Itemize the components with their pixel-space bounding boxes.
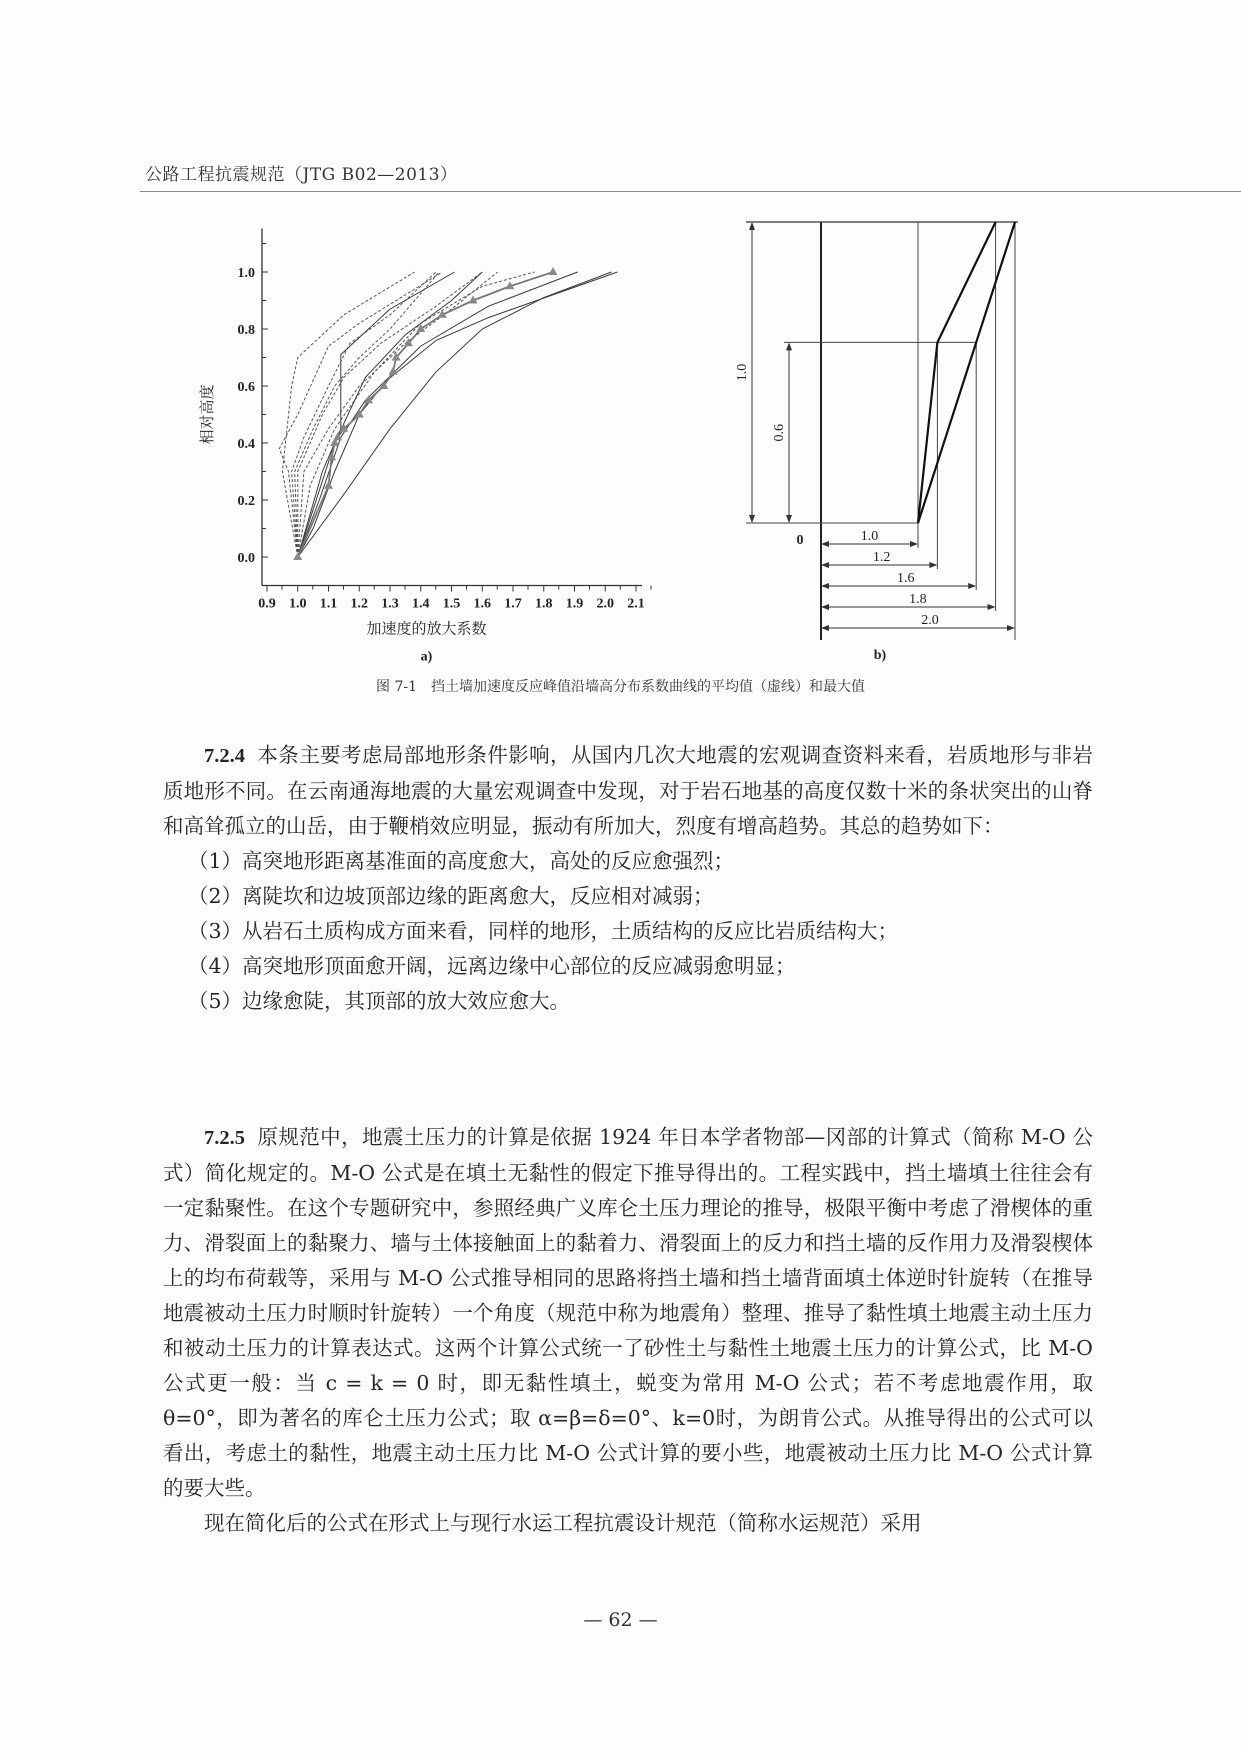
- arrowhead: [821, 604, 829, 610]
- series-line-max-1: [298, 272, 455, 557]
- arrowhead: [749, 222, 755, 230]
- panel-a-label: a): [420, 649, 433, 665]
- arrowhead: [786, 515, 792, 523]
- y-tick-label: 0.8: [237, 323, 255, 338]
- width-label: 1.8: [909, 592, 927, 607]
- width-label: 1.6: [897, 571, 915, 586]
- diagram-b: [735, 222, 1018, 663]
- panel-b-label: b): [873, 648, 887, 663]
- arrowhead: [1007, 625, 1015, 631]
- arrowhead: [821, 562, 829, 568]
- triangle-marker: [548, 267, 557, 275]
- x-tick-label: 2.0: [596, 596, 614, 612]
- y-tick-label: 0.4: [237, 437, 255, 452]
- list-item: （4）高突地形顶面愈开阔，远离边缘中心部位的反应减弱愈明显；: [188, 954, 796, 978]
- y-tick-label: 0.2: [237, 494, 255, 509]
- series-line-mean-7: [298, 272, 535, 557]
- section-number: 7.2.5: [204, 1127, 245, 1149]
- x-tick-label: 1.5: [442, 596, 461, 612]
- running-header: 公路工程抗震规范（JTG B02—2013）: [145, 165, 458, 185]
- x-tick-label: 2.1: [627, 596, 645, 612]
- paragraph: 本条主要考虑局部地形条件影响，从国内几次大地震的宏观调查资料来看，岩质地形与非岩质地形不同。在云南通海地震的大量宏观调查中发现，对于岩石地基的高度仅数十米的条状突出的山脊和高耸孤立的山岳，由于鞭梢效应明显，振动有所加大，烈度有增高趋势。其总的趋势如下：: [163, 743, 1093, 838]
- series-line-max-3: [298, 272, 578, 557]
- figure-caption: 图 7-1 挡土墙加速度反应峰值沿墙高分布系数曲线的平均值（虚线）和最大值: [376, 679, 865, 695]
- series-line-max-4: [298, 272, 618, 557]
- x-tick-label: 0.9: [258, 596, 276, 612]
- section-7-2-4: [163, 738, 1093, 1019]
- arrowhead: [821, 541, 829, 547]
- arrowhead: [929, 562, 937, 568]
- figure-7-1: [0, 0, 1241, 700]
- arrowhead: [749, 515, 755, 523]
- series-line-mean-6: [298, 272, 498, 557]
- y-axis-label: 相对高度: [200, 384, 216, 445]
- x-tick-label: 1.4: [412, 596, 430, 612]
- profile-profile-1: [918, 222, 996, 523]
- y-tick-label: 1.0: [237, 266, 255, 281]
- x-tick-label: 1.8: [535, 596, 553, 612]
- x-tick-label: 1.2: [350, 596, 368, 612]
- origin-label: 0: [796, 533, 804, 548]
- y-tick-label: 0.6: [237, 380, 255, 395]
- x-tick-label: 1.6: [473, 596, 491, 612]
- list-item: （3）从岩石土质构成方面来看，同样的地形，土质结构的反应比岩质结构大；: [188, 919, 899, 943]
- list-item: （1）高突地形距离基准面的高度愈大，高处的反应愈强烈；: [188, 849, 735, 873]
- width-label: 2.0: [921, 613, 939, 628]
- arrowhead: [968, 583, 976, 589]
- x-tick-label: 1.9: [565, 596, 584, 612]
- paragraph: 现在简化后的公式在形式上与现行水运工程抗震设计规范（简称水运规范）采用: [204, 1511, 922, 1535]
- paragraph: 原规范中，地震土压力的计算是依据 1924 年日本学者物部—冈部的计算式（简称 M-O 公式）简化规定的。M-O 公式是在填土无黏性的假定下推导得出的。工程实践中，挡土墙填土往往会有一定黏聚性。在这个专题研究中，参照经典广义库仑土压力理论的推导，极限平衡中考虑了滑楔体的重力、滑裂面上的黏聚力、墙与土体接触面上的黏着力、滑裂面上的反力和挡土墙的反作用力及滑裂楔体上的均布荷载等，采用与 M-O 公式推导相同的思路将挡土墙和挡土墙背面填土体逆时针旋转（在推导地震被动土压力时顺时针旋转）一个角度（规范中称为地震角）整理、推导了黏性填土地震主动土压力和被动土压力的计算表达式。这两个计算公式统一了砂性土与黏性土地震土压力的计算公式，比 M-O 公式更一般：当 c = k = 0 时，即无黏性填土，蜕变为常用 M-O 公式；若不考虑地震作用，取 θ=0°，即为著名的库仑土压力公式；取 α=β=δ=0°、k=0时，为朗肯公式。从推导得出的公式可以看出，考虑土的黏性，地震主动土压力比 M-O 公式计算的要小些，地震被动土压力比 M-O 公式计算的要大些。: [163, 1125, 1093, 1500]
- x-axis-label: 加速度的放大系数: [366, 621, 487, 638]
- arrowhead: [821, 583, 829, 589]
- profile-profile-2: [918, 222, 1015, 523]
- series-line-max-triangle: [298, 272, 553, 557]
- series-line-mean-3: [292, 272, 437, 557]
- arrowhead: [821, 625, 829, 631]
- x-tick-label: 1.0: [289, 596, 307, 612]
- arrowhead: [786, 342, 792, 350]
- list-item: （5）边缘愈陡，其顶部的放大效应愈大。: [188, 989, 571, 1013]
- section-7-2-5: [163, 1120, 1093, 1541]
- x-tick-label: 1.1: [319, 596, 338, 612]
- arrowhead: [988, 604, 996, 610]
- width-label: 1.2: [872, 550, 891, 565]
- list-item: （2）离陡坎和边坡顶部边缘的距离愈大，反应相对减弱；: [188, 884, 714, 908]
- arrowhead: [910, 541, 918, 547]
- y-tick-label: 0.0: [237, 551, 255, 566]
- chart-a: [198, 229, 651, 665]
- height-label-1: 1.0: [735, 363, 750, 382]
- x-tick-label: 1.7: [504, 596, 522, 612]
- height-label-2: 0.6: [772, 423, 787, 442]
- x-tick-label: 1.3: [381, 596, 399, 612]
- page-number: — 62 —: [583, 1609, 658, 1631]
- section-number: 7.2.4: [204, 745, 245, 767]
- width-label: 1.0: [860, 529, 879, 544]
